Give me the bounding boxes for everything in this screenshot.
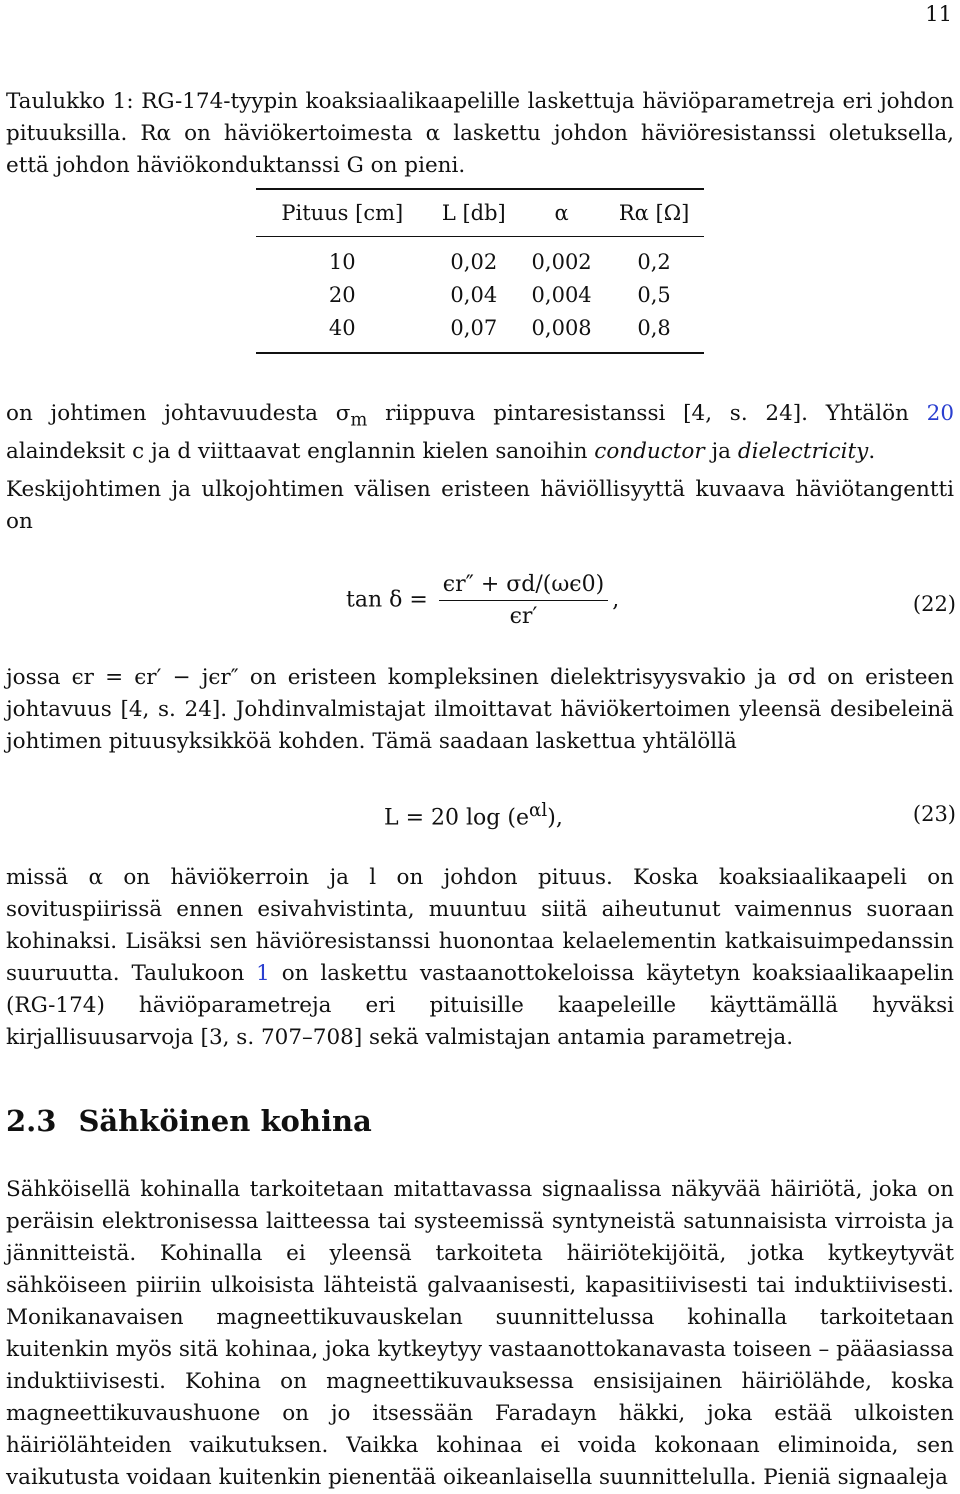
table-row bbox=[256, 278, 704, 311]
equation-23-number: (23) bbox=[912, 802, 956, 826]
table-caption bbox=[6, 86, 954, 182]
equation-23-close: ), bbox=[547, 805, 563, 831]
para1-text-b: riippuva pintaresistanssi [4, s. 24]. Yhtälön bbox=[367, 401, 927, 426]
equation-23-exponent: αl bbox=[528, 800, 548, 821]
table-header-row bbox=[256, 189, 704, 237]
section-number: 2.3 bbox=[6, 1104, 57, 1138]
equation-22-numerator: ϵr″ + σd/(ωϵ0) bbox=[439, 572, 608, 601]
equation-22-fraction bbox=[439, 572, 608, 629]
table-cell: 10 bbox=[328, 249, 356, 274]
page-number: 11 bbox=[925, 2, 952, 26]
equation-ref-link[interactable]: 20 bbox=[926, 401, 955, 426]
paragraph-electrical-noise: Sähköisellä kohinalla tarkoitetaan mitattavassa signaalissa näkyvää häiriötä, joka on peräisin elektronisessa laitteessa tai systeemissä syntyneistä satunnaisista virroista ja jännitteistä. Kohinalla ei yleensä tarkoiteta häiriötekijöitä, jotka kytkeytyvät sähköiseen piiriin ulkoisista lähteistä galvaanisesti, kapasitiivisesti tai induktiivisesti. Monikanavaisen magneettikuvauskelan suunnittelussa kohinalla tarkoitetaan kuitenkin myös sitä kohinaa, joka kytkeytyy vastaanottokanavasta toiseen – pääasiassa induktiivisesti. Kohina on magneettikuvauksessa ensisijainen häiriölähde, koska magneettikuvaushuone on jo itsessään Faradayn häkki, joka estää ulkoisten häiriölähteiden vaikutuksen. Vaikka kohinaa ei voida kokonaan eliminoida, sen vaikutusta voidaan kuitenkin pienentää oikeanlaisella suunnittelulla. Pieniä signaaleja bbox=[6, 1177, 954, 1490]
equation-22-body bbox=[346, 572, 619, 629]
para1-text-a: on johtimen johtavuudesta σ bbox=[6, 401, 351, 426]
para1-text-d: ja bbox=[704, 439, 738, 465]
table-cell: 40 bbox=[328, 315, 356, 340]
section-heading bbox=[6, 1104, 372, 1138]
table-cell: 0,02 bbox=[450, 249, 498, 274]
section-title: Sähköinen kohina bbox=[78, 1104, 372, 1138]
equation-23-main: L = 20 log (e bbox=[384, 805, 529, 831]
para4-text-a: missä α on häviökerroin ja l on johdon pituus. Koska koaksiaalikaapeli on sovituspiirissä ennen esivahvistinta, muuntuu siitä aiheutunut vaimennus suoraan kohinaksi. Lisäksi sen häviöresistanssi huonontaa kelaelementin katkaisuimpedanssin suuruutta. Taulukoon bbox=[6, 865, 954, 986]
table-cell: 0,008 bbox=[531, 315, 592, 340]
table-cell: 0,5 bbox=[637, 282, 671, 307]
paragraph-surface-resistance bbox=[6, 398, 954, 468]
table-cell: 20 bbox=[328, 282, 356, 307]
equation-22 bbox=[0, 572, 960, 632]
para1-word-conductor: conductor bbox=[594, 439, 705, 465]
table-cell: 0,004 bbox=[531, 282, 592, 307]
table-cell: 0,04 bbox=[450, 282, 498, 307]
equation-23 bbox=[0, 800, 960, 860]
paragraph-loss-tangent: Keskijohtimen ja ulkojohtimen välisen eristeen häviöllisyyttä kuvaava häviötangentti on bbox=[6, 477, 954, 534]
table-cell: 0,2 bbox=[637, 249, 671, 274]
caption-label: Taulukko 1: bbox=[6, 89, 134, 114]
table-cell: 0,002 bbox=[531, 249, 592, 274]
table-row bbox=[256, 311, 704, 353]
parameter-table bbox=[256, 188, 704, 354]
para1-text-e: . bbox=[868, 439, 876, 465]
header-alpha: α bbox=[554, 201, 569, 225]
paragraph-coax-loss bbox=[6, 862, 954, 1054]
table-cell: 0,8 bbox=[637, 315, 671, 340]
table-cell: 0,07 bbox=[450, 315, 498, 340]
equation-22-tail: , bbox=[612, 587, 620, 613]
equation-22-lhs: tan δ = bbox=[346, 587, 428, 613]
equation-23-body bbox=[384, 800, 563, 830]
para4-text-b: on laskettu vastaanottokeloissa käytetyn koaksiaalikaapelin (RG-174) häviöparametreja eri pituisille kaapeleille käyttämällä hyväksi kirjallisuusarvoja [3, s. 707–708] sekä valmistajan antamia parametreja. bbox=[6, 961, 955, 1050]
table-ref-link[interactable]: 1 bbox=[256, 961, 270, 986]
equation-22-number: (22) bbox=[912, 592, 956, 616]
para1-subscript: m bbox=[350, 409, 368, 431]
para1-text-c: alaindeksit c ja d viittaavat englannin kielen sanoihin bbox=[6, 439, 595, 465]
caption-text: RG-174-tyypin koaksiaalikaapelille laskettuja häviöparametreja eri johdon pituuksilla. Rα on häviökertoimesta α laskettu johdon häviöresistanssi oletuksella, että johdon häviökonduktanssi G on pieni. bbox=[6, 89, 954, 178]
equation-22-denominator: ϵr′ bbox=[509, 604, 538, 629]
table-row bbox=[256, 237, 704, 279]
header-pituus: Pituus [cm] bbox=[281, 201, 404, 225]
para1-word-dielectricity: dielectricity bbox=[737, 439, 869, 465]
header-l-db: L [db] bbox=[441, 201, 506, 225]
paragraph-dielectric: jossa ϵr = ϵr′ − jϵr″ on eristeen kompleksinen dielektrisyysvakio ja σd on eristeen johtavuus [4, s. 24]. Johdinvalmistajat ilmoittavat häviökertoimen yleensä desibeleinä johtimen pituusyksikköä kohden. Tämä saadaan laskettua yhtälöllä bbox=[6, 665, 954, 754]
header-r-alpha: Rα [Ω] bbox=[618, 201, 690, 225]
